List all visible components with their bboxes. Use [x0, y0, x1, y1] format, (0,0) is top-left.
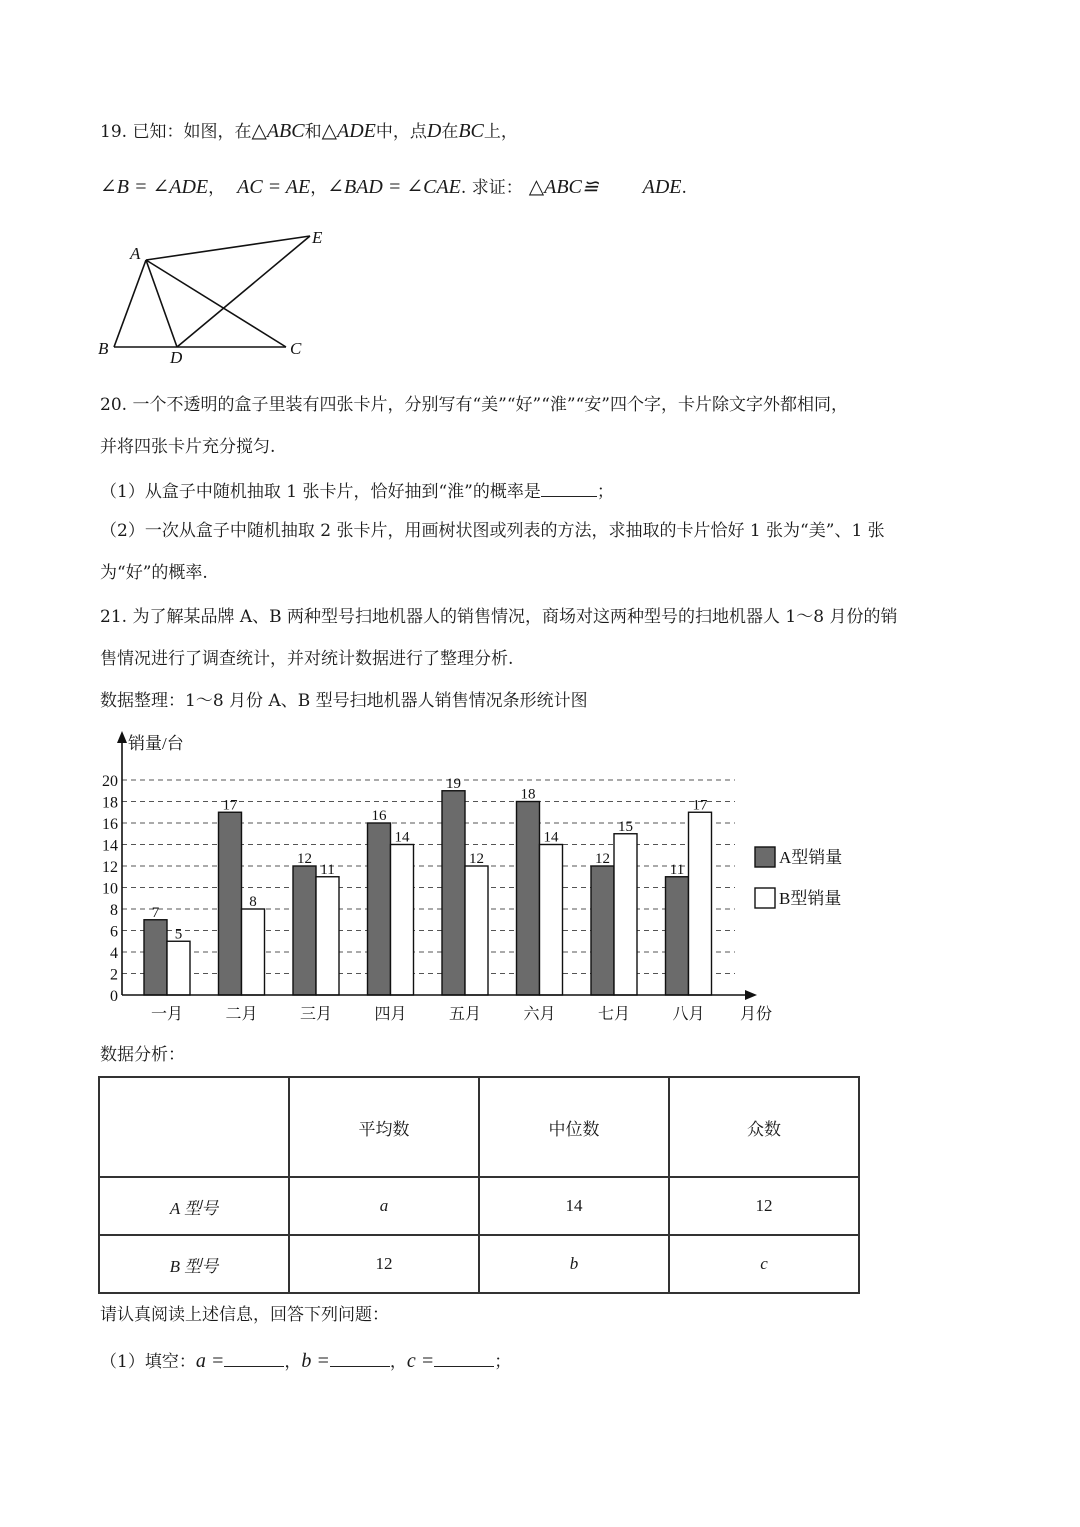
table-header-row — [99, 1077, 859, 1177]
bar-a — [442, 791, 465, 995]
bar-b — [465, 866, 488, 995]
q19-tri-ade: △ADE — [321, 120, 376, 142]
q21-fill-line — [100, 1348, 511, 1373]
table-header-cell: 众数 — [669, 1077, 859, 1177]
q20-part1-text: （1）从盒子中随机抽取 1 张卡片，恰好抽到“淮”的概率是 — [100, 482, 541, 502]
label-a: A — [130, 244, 141, 263]
x-axis-arrow — [745, 990, 757, 1000]
bar-b — [316, 877, 339, 995]
q20-part2-line1: （2）一次从盒子中随机抽取 2 张卡片，用画树状图或列表的方法，求抽取的卡片恰好 1 张为“美”、1 张 — [100, 521, 885, 541]
bar-b — [167, 941, 190, 995]
data-label: 15 — [618, 818, 633, 835]
q21-fill-sep2: ， — [389, 1352, 407, 1372]
table-cell: 12 — [669, 1177, 859, 1235]
data-label: 12 — [297, 851, 312, 867]
data-label: 12 — [595, 851, 610, 867]
table-cell: B 型号 — [99, 1235, 289, 1293]
q19-on: 在 — [441, 122, 459, 142]
bar-a — [144, 920, 167, 995]
y-tick-label: 20 — [102, 773, 118, 790]
data-label: 17 — [692, 797, 708, 814]
q21-fill-end: ； — [494, 1352, 512, 1372]
q19-line1-end: 上， — [483, 122, 518, 142]
q21-fill-a: a = — [195, 1350, 225, 1372]
label-d: D — [170, 348, 183, 367]
table-cell: A 型号 — [99, 1177, 289, 1235]
data-label: 11 — [320, 861, 335, 878]
q21-instruction: 请认真阅读上述信息，回答下列问题： — [100, 1305, 389, 1325]
sales-bar-chart — [90, 725, 850, 1035]
label-e: E — [312, 228, 323, 247]
answer-blank-a[interactable] — [224, 1348, 284, 1367]
bar-a — [368, 823, 391, 995]
y-axis-title: 销量/台 — [128, 734, 184, 753]
y-tick-label: 0 — [110, 988, 118, 1005]
y-tick-label: 2 — [110, 966, 118, 984]
q21-fill-b: b = — [301, 1350, 330, 1372]
q19-comma2: ， — [310, 178, 328, 198]
data-label: 16 — [371, 808, 387, 824]
data-label: 8 — [249, 894, 257, 910]
table-cell: b — [479, 1235, 669, 1293]
q21-fill-prefix: （1）填空： — [100, 1352, 196, 1372]
x-category-label: 二月 — [225, 1006, 258, 1023]
q19-and: 和 — [304, 122, 322, 142]
bar-a — [666, 877, 689, 995]
data-label: 19 — [446, 775, 461, 792]
data-label: 17 — [222, 797, 238, 814]
answer-blank-c[interactable] — [434, 1348, 494, 1367]
bar-b — [391, 845, 414, 996]
q19-line2 — [100, 176, 687, 199]
q21-fill-sep1: ， — [284, 1352, 302, 1372]
q19-cond2: AC = AE — [237, 176, 311, 198]
legend-label: A型销量 — [779, 848, 843, 867]
q21-line1: 21. 为了解某品牌 A、B 两种型号扫地机器人的销售情况，商场对这两种型号的扫地机器人 1～8 月份的销 — [100, 607, 898, 627]
q19-mid: 中，点 — [375, 122, 427, 142]
data-label: 11 — [669, 861, 685, 878]
q19-seg-bc: BC — [458, 120, 484, 142]
q19-comma1: ， — [208, 178, 226, 198]
y-tick-label: 8 — [110, 902, 118, 919]
x-category-label: 一月 — [150, 1006, 184, 1023]
q20-part1 — [100, 478, 614, 503]
table-header-cell: 中位数 — [479, 1077, 669, 1177]
q20-part2-line2: 为“好”的概率. — [100, 563, 208, 583]
q19-period: . — [681, 178, 687, 198]
q20-line2: 并将四张卡片充分搅匀. — [100, 437, 276, 457]
answer-blank-b[interactable] — [330, 1348, 390, 1367]
y-tick-label: 6 — [110, 923, 118, 941]
bar-a — [219, 812, 242, 995]
q19-prove-tri1: △ABC — [528, 176, 582, 198]
bar-b — [614, 834, 637, 995]
data-label: 5 — [174, 926, 183, 943]
label-c: C — [290, 339, 302, 358]
q19-line1-prefix: 19. 已知：如图，在 — [100, 122, 252, 142]
table-cell: 12 — [289, 1235, 479, 1293]
analysis-table — [98, 1076, 860, 1294]
q21-chart-caption: 数据整理：1～8 月份 A、B 型号扫地机器人销售情况条形统计图 — [100, 691, 588, 711]
table-cell: c — [669, 1235, 859, 1293]
q21-fill-c: c = — [406, 1350, 435, 1372]
data-label: 14 — [543, 829, 559, 846]
legend-label: B型销量 — [779, 889, 842, 908]
y-tick-label: 14 — [102, 837, 118, 855]
q21-line2: 售情况进行了调查统计，并对统计数据进行了整理分析. — [100, 649, 514, 669]
table-row — [99, 1177, 859, 1235]
data-label: 12 — [469, 851, 484, 867]
x-category-label: 三月 — [299, 1006, 333, 1023]
bar-b — [540, 845, 563, 996]
bar-a — [591, 866, 614, 995]
y-tick-label: 4 — [110, 945, 118, 962]
data-label: 14 — [394, 829, 410, 846]
table-header-cell: 平均数 — [289, 1077, 479, 1177]
q20-part1-end: ； — [596, 482, 614, 502]
x-category-label: 八月 — [672, 1006, 705, 1023]
q19-figure — [90, 222, 340, 372]
data-label: 18 — [520, 786, 536, 803]
x-category-label: 六月 — [523, 1006, 556, 1023]
x-category-label: 七月 — [597, 1006, 631, 1023]
y-axis-arrow — [117, 731, 127, 743]
q19-congruent: ≌ — [581, 176, 599, 198]
bar-a — [293, 866, 316, 995]
y-tick-label: 16 — [102, 816, 118, 833]
q19-cond1: ∠B = ∠ADE — [100, 176, 209, 198]
table-cell: a — [289, 1177, 479, 1235]
q19-line1 — [100, 120, 518, 143]
x-category-label: 四月 — [374, 1006, 407, 1023]
bar-b — [242, 909, 265, 995]
y-tick-label: 10 — [102, 880, 118, 898]
q19-point-d: D — [426, 120, 442, 142]
q21-analysis-label: 数据分析： — [100, 1045, 185, 1065]
legend-swatch — [755, 888, 775, 908]
q19-prove-label: . 求证： — [460, 178, 523, 198]
segment-ab — [114, 260, 146, 347]
y-tick-label: 12 — [102, 859, 118, 876]
x-category-label: 五月 — [448, 1006, 482, 1023]
q20-line1: 20. 一个不透明的盒子里装有四张卡片，分别写有“美”“好”“淮”“安”四个字，卡片除文字外都相同， — [100, 395, 848, 415]
q20-answer-blank[interactable] — [541, 478, 597, 497]
x-axis-title: 月份 — [740, 1006, 773, 1023]
table-cell: 14 — [479, 1177, 669, 1235]
table-row — [99, 1235, 859, 1293]
data-label: 7 — [151, 904, 160, 921]
legend-swatch — [755, 847, 775, 867]
bar-b — [689, 812, 712, 995]
bar-a — [517, 802, 540, 996]
label-b: B — [98, 339, 109, 358]
q19-cond3: ∠BAD = ∠CAE — [327, 176, 461, 198]
y-tick-label: 18 — [102, 794, 118, 812]
segment-ad — [146, 260, 177, 347]
table-header-cell — [99, 1077, 289, 1177]
q19-tri-abc: △ABC — [251, 120, 305, 142]
q19-prove-tri2: ADE — [642, 176, 682, 198]
